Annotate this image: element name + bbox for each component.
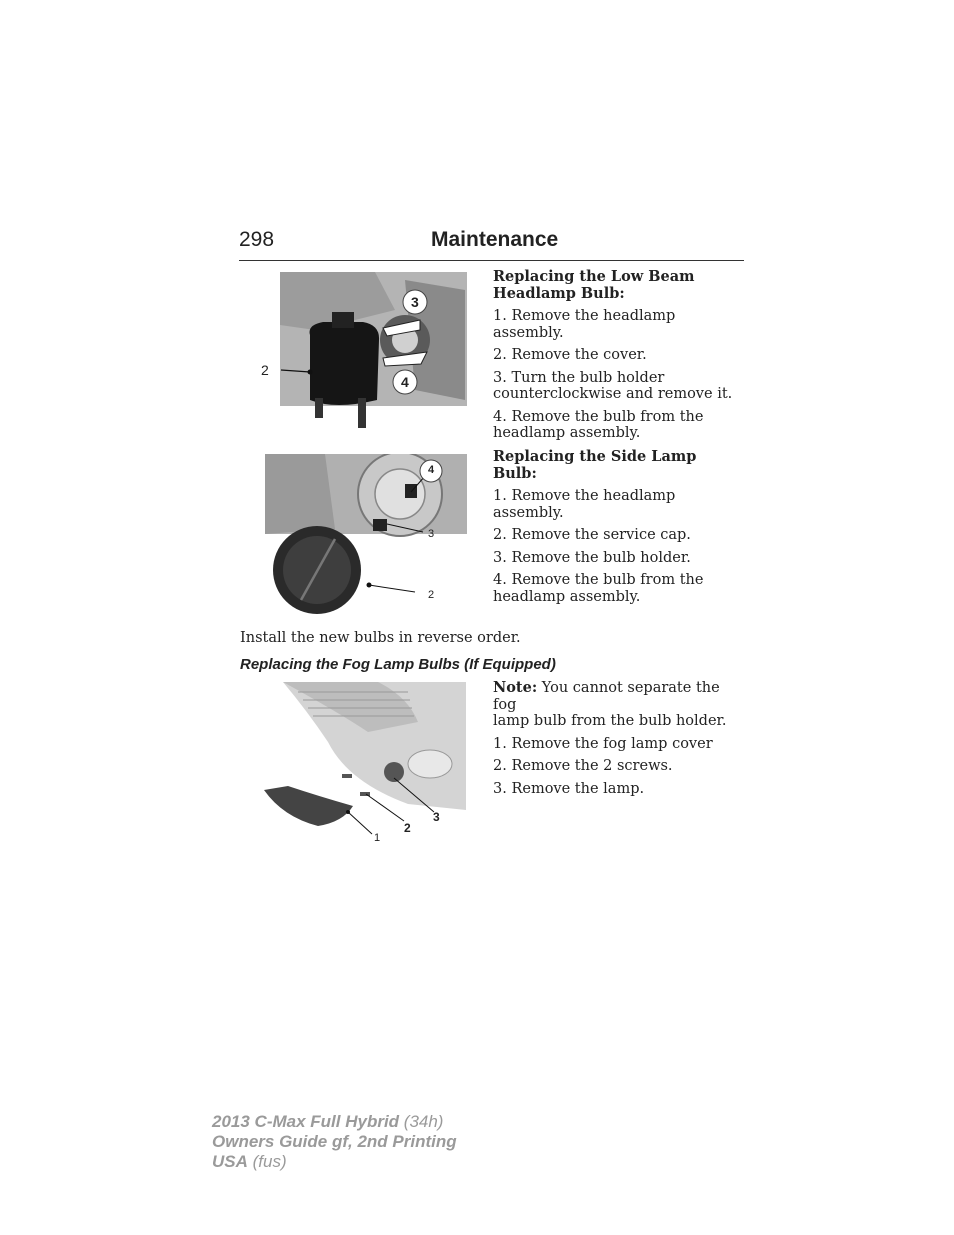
side-lamp-step-2: 2. Remove the service cap. <box>493 527 691 543</box>
footer-line-1: 2013 C-Max Full Hybrid (34h) <box>212 1112 444 1131</box>
low-beam-step-4: 4. Remove the bulb from the headlamp assembly. <box>493 408 704 441</box>
low-beam-step-1: 1. Remove the headlamp assembly. <box>493 308 676 341</box>
install-note: Install the new bulbs in reverse order. <box>240 630 521 646</box>
low-beam-callout-4: 4 <box>401 374 409 390</box>
fog-lamp-callout-1: 1 <box>374 832 381 844</box>
low-beam-title: Replacing the Low Beam Headlamp Bulb: <box>493 268 695 302</box>
side-lamp-callout-2: 2 <box>428 589 435 601</box>
fog-lamp-callout-2: 2 <box>404 821 411 835</box>
side-lamp-figure <box>265 454 467 614</box>
side-lamp-step-3: 3. Remove the bulb holder. <box>493 549 691 566</box>
fog-lamp-step-2: 2. Remove the 2 screws. <box>493 758 673 774</box>
side-lamp-title: Replacing the Side Lamp Bulb: <box>493 448 697 482</box>
side-lamp-callout-4: 4 <box>428 464 435 476</box>
low-beam-callout-3: 3 <box>411 294 419 310</box>
fog-lamp-instructions <box>493 680 743 803</box>
page-footer <box>212 1112 457 1172</box>
side-lamp-callout-3: 3 <box>428 528 435 540</box>
page-number: 298 <box>239 228 275 251</box>
footer-line-3: USA (fus) <box>212 1152 287 1171</box>
side-lamp-step-4: 4. Remove the bulb from the headlamp assembly. <box>493 572 704 605</box>
page-header <box>239 228 744 261</box>
low-beam-step-2: 2. Remove the cover. <box>493 347 647 363</box>
side-lamp-step-1: 1. Remove the headlamp assembly. <box>493 488 676 521</box>
side-lamp-instructions <box>493 449 743 611</box>
note-label: Note: <box>493 679 538 696</box>
low-beam-step-3: 3. Turn the bulb holder counterclockwise and remove it. <box>493 369 733 402</box>
fog-lamp-note: Note: You cannot separate the fog lamp bulb from the bulb holder. <box>493 679 727 729</box>
low-beam-callout-2: 2 <box>261 362 269 378</box>
low-beam-headlamp-figure <box>255 270 467 432</box>
footer-line-2: Owners Guide gf, 2nd Printing <box>212 1132 457 1151</box>
fog-lamp-step-1: 1. Remove the fog lamp cover <box>493 735 713 752</box>
fog-lamp-step-3: 3. Remove the lamp. <box>493 780 645 797</box>
low-beam-instructions <box>493 269 743 448</box>
section-title: Maintenance <box>431 228 559 251</box>
fog-lamp-heading: Replacing the Fog Lamp Bulbs (If Equipped) <box>240 656 556 673</box>
fog-lamp-callout-3: 3 <box>433 810 440 824</box>
